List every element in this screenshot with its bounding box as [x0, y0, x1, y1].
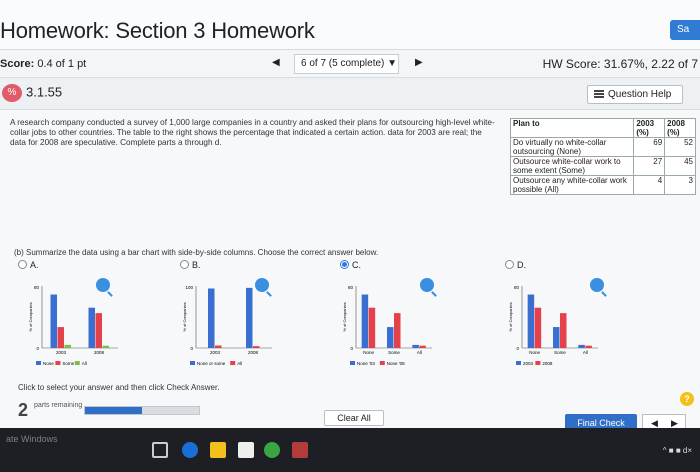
table-cell: 27: [634, 157, 665, 176]
chart-bar: [253, 346, 260, 348]
question-number: % 3.1.55: [2, 84, 62, 102]
taskbar: [0, 428, 700, 472]
parts-progress-bar: [84, 406, 200, 415]
legend-label: None '03: [357, 361, 375, 366]
legend-label: None or some: [197, 361, 226, 366]
progress-fill: [85, 407, 142, 414]
legend-label: Some: [62, 361, 75, 366]
file-explorer-icon[interactable]: [210, 442, 226, 458]
chart-bar: [419, 346, 426, 348]
tick-label: All: [416, 350, 422, 355]
previous-question-button[interactable]: ◀: [272, 57, 280, 68]
prev-button[interactable]: ◀: [651, 418, 658, 428]
clear-all-button[interactable]: Clear All: [324, 410, 384, 426]
instruction-text: Click to select your answer and then click Check Answer.: [18, 383, 220, 392]
question-select-label: 6 of 7 (5 complete): [301, 58, 385, 69]
chart-bar: [394, 313, 401, 348]
tick-label: 2003: [209, 350, 221, 355]
help-icon[interactable]: ?: [680, 392, 694, 406]
table-header: Plan to: [511, 119, 634, 138]
radio-selected-icon: [340, 260, 349, 269]
table-cell: 52: [665, 138, 696, 157]
legend-swatch: [516, 361, 521, 365]
zoom-icon[interactable]: [96, 278, 110, 292]
radio-icon: [505, 260, 514, 269]
chart-bar: [535, 308, 542, 348]
hw-score: HW Score: 31.67%, 2.22 of 7: [542, 57, 698, 71]
chart-bar: [51, 295, 58, 348]
menu-icon: [594, 90, 604, 98]
chart-bar: [412, 345, 419, 348]
tick-label: 100: [185, 285, 193, 290]
radio-icon: [180, 260, 189, 269]
option-a-radio[interactable]: A.: [18, 260, 39, 270]
chart-bar: [369, 308, 376, 348]
axis-label: % of Companies: [28, 302, 33, 332]
legend-swatch: [535, 361, 540, 365]
legend-swatch: [230, 361, 235, 365]
legend-swatch: [350, 361, 355, 365]
chart-bar: [560, 313, 567, 348]
app-icon[interactable]: [292, 442, 308, 458]
tick-label: 0: [190, 346, 193, 351]
partial-credit-icon: %: [2, 84, 22, 102]
tick-label: None: [529, 350, 541, 355]
legend-swatch: [36, 361, 41, 365]
option-d-radio[interactable]: D.: [505, 260, 526, 270]
chrome-icon[interactable]: [264, 442, 280, 458]
tick-label: 80: [347, 285, 353, 290]
final-check-button[interactable]: Final Check: [565, 414, 637, 432]
tick-label: Some: [554, 350, 566, 355]
table-cell: 3: [665, 176, 696, 195]
legend-swatch: [190, 361, 195, 365]
chevron-down-icon: ▼: [387, 58, 398, 69]
chart-bar: [58, 327, 65, 348]
save-button[interactable]: Sa: [670, 20, 700, 40]
chart-option-c[interactable]: [342, 278, 438, 378]
zoom-icon[interactable]: [590, 278, 604, 292]
legend-label: None: [43, 361, 54, 366]
legend-label: All: [237, 361, 243, 366]
option-c-radio[interactable]: C.: [340, 260, 361, 270]
legend-label: All: [81, 361, 87, 366]
question-help-label: Question Help: [608, 89, 672, 100]
table-header: 2003 (%): [634, 119, 665, 138]
table-row: [511, 157, 696, 176]
chart-bar: [103, 346, 110, 348]
zoom-icon[interactable]: [255, 278, 269, 292]
question-header: [0, 78, 700, 110]
zoom-icon[interactable]: [420, 278, 434, 292]
tick-label: 0: [516, 346, 519, 351]
chart-bar: [362, 295, 369, 348]
table-row: [511, 176, 696, 195]
score-bar: [0, 50, 700, 78]
next-question-button[interactable]: ▶: [415, 57, 423, 68]
legend-swatch: [55, 361, 60, 365]
chart-bar: [96, 313, 103, 348]
task-view-icon[interactable]: [152, 442, 168, 458]
score-text: Score: 0.4 of 1 pt: [0, 58, 87, 70]
table-cell: Do virtually no white-collar outsourcing (None): [511, 138, 634, 157]
parts-label: parts remaining: [34, 402, 83, 409]
table-cell: Outsource any white-collar work possible (All): [511, 176, 634, 195]
tick-label: 0: [350, 346, 353, 351]
edge-icon[interactable]: [182, 442, 198, 458]
tick-label: 80: [33, 285, 39, 290]
question-pager: [272, 54, 422, 74]
chart-bar: [387, 327, 394, 348]
question-intro: A research company conducted a survey of 1,000 large companies in a country and asked their plans for outsourcing high-level white-collar jobs to other countries. The table to the right shows the percentage that indicated a certain action. data for 2003 are real; the data for 2008 are speculative. Complete parts a through d.: [10, 118, 495, 147]
tick-label: None: [363, 350, 375, 355]
tick-label: 2003: [55, 350, 67, 355]
radio-icon: [18, 260, 27, 269]
legend-swatch: [380, 361, 385, 365]
question-select[interactable]: [294, 54, 399, 74]
chart-bar: [89, 308, 96, 348]
tick-label: 2008: [93, 350, 105, 355]
part-b-prompt: (b) Summarize the data using a bar chart with side-by-side columns. Choose the correct answer below.: [14, 248, 379, 257]
option-b-radio[interactable]: B.: [180, 260, 201, 270]
question-help-button[interactable]: [587, 85, 683, 104]
chart-option-d[interactable]: [508, 278, 604, 378]
table-header: 2008 (%): [665, 119, 696, 138]
question-content: [0, 110, 700, 428]
chart-bar: [528, 295, 535, 348]
chart-bar: [65, 345, 72, 348]
chart-bar: [246, 288, 253, 348]
table-cell: Outsource white-collar work to some extent (Some): [511, 157, 634, 176]
next-button[interactable]: ▶: [671, 418, 678, 428]
tick-label: Some: [388, 350, 400, 355]
title-bar: [0, 0, 700, 50]
parts-count: 2: [18, 400, 29, 420]
chart-bar: [553, 327, 560, 348]
tick-label: 2008: [247, 350, 259, 355]
chart-bar: [208, 288, 215, 348]
chart-bar: [578, 345, 585, 348]
table-cell: 45: [665, 157, 696, 176]
chart-bar: [585, 346, 592, 348]
legend-label: None '08: [386, 361, 405, 366]
store-icon[interactable]: [238, 442, 254, 458]
table-row: [511, 138, 696, 157]
tick-label: 80: [513, 285, 519, 290]
system-tray[interactable]: ^ ■ ■ d×: [662, 446, 692, 455]
page-title: Homework: Section 3 Homework: [0, 18, 315, 43]
tick-label: All: [582, 350, 588, 355]
table-cell: 4: [634, 176, 665, 195]
chart-option-b[interactable]: [182, 278, 278, 378]
axis-label: % of Companies: [342, 302, 347, 332]
data-table: [510, 118, 696, 195]
table-header-row: [511, 119, 696, 138]
tick-label: 0: [36, 346, 39, 351]
chart-bar: [215, 346, 222, 348]
legend-label: 2003: [523, 361, 534, 366]
legend-label: 2008: [542, 361, 553, 366]
axis-label: % of Companies: [508, 302, 513, 332]
axis-label: % of Companies: [182, 302, 187, 332]
activate-windows-watermark: ate Windows: [6, 434, 58, 444]
table-cell: 69: [634, 138, 665, 157]
legend-swatch: [75, 361, 80, 365]
